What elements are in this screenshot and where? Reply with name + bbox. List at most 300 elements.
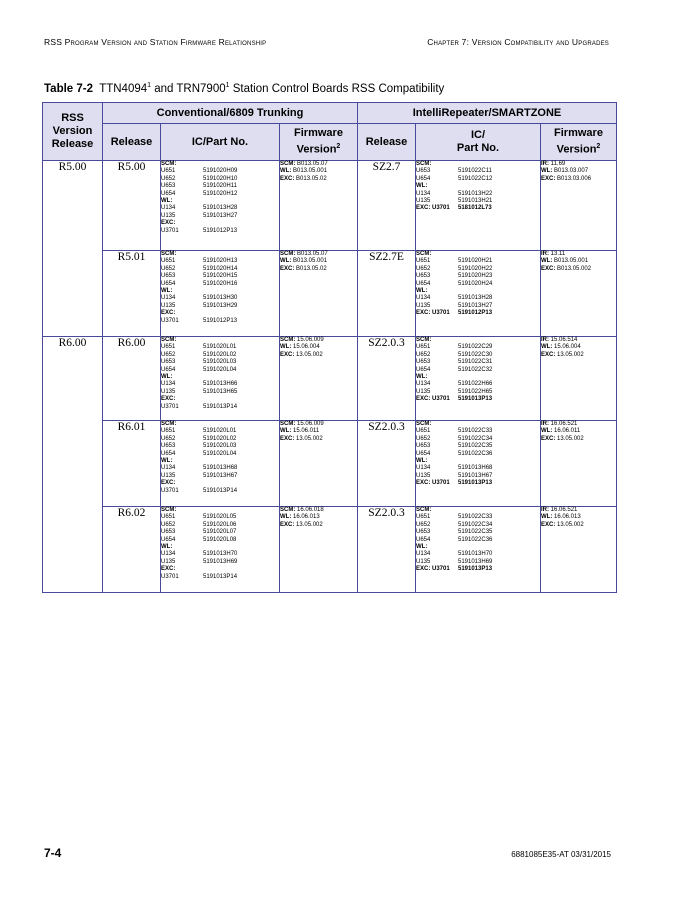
document-id-date: 6881085E35-AT 03/31/2015 <box>511 850 611 859</box>
part-number: 5191020L01 <box>203 428 237 435</box>
firmware-version: 16.06.018 <box>297 507 324 513</box>
sz-parts-cell <box>416 421 541 507</box>
part-designator: U654 <box>161 190 176 197</box>
part-line <box>416 303 540 310</box>
firmware-label: SCM: <box>280 421 296 427</box>
part-line <box>161 544 279 551</box>
part-number: 5191020H24 <box>458 280 493 287</box>
part-number: 5191020L04 <box>203 366 237 373</box>
part-line <box>161 488 279 495</box>
firmware-line <box>280 258 357 265</box>
part-designator: U653 <box>161 359 176 366</box>
part-line <box>161 352 279 359</box>
sz-release-cell: SZ2.7 <box>358 161 416 251</box>
part-number: 5191013H68 <box>458 465 493 472</box>
part-number: 5191013H28 <box>458 295 493 302</box>
header-partno-line: Part No. <box>456 142 500 154</box>
part-designator: SCM: <box>161 507 177 513</box>
part-number: 5191013P13 <box>458 396 493 403</box>
part-designator: U654 <box>416 536 431 543</box>
part-number: 5191022C36 <box>458 450 493 457</box>
part-line <box>416 473 540 480</box>
part-designator: U653 <box>416 168 431 175</box>
part-designator: U651 <box>416 344 431 351</box>
firmware-version: 16.06.521 <box>550 507 578 513</box>
part-number: 5191020L08 <box>203 536 237 543</box>
conv-release-cell: R6.00 <box>103 337 161 421</box>
firmware-label: WL: <box>541 514 553 521</box>
part-number: 5191022C12 <box>458 175 493 182</box>
firmware-label: WL: <box>280 168 292 175</box>
part-designator: U652 <box>161 351 176 358</box>
firmware-version: 16.06.013 <box>293 514 320 521</box>
part-number: 5191013H27 <box>458 302 493 309</box>
firmware-label: EXC: <box>541 351 556 358</box>
part-number: 5191020H09 <box>203 168 238 175</box>
header-version-sup: 2 <box>336 143 341 151</box>
header-sz-release: Release <box>358 124 416 161</box>
part-number: 5191020L04 <box>203 450 237 457</box>
part-number: 5181012L73 <box>458 205 492 212</box>
part-line <box>416 191 540 198</box>
part-designator: U135 <box>161 302 176 309</box>
part-number: 5191013H21 <box>458 198 493 205</box>
part-line <box>416 522 540 529</box>
part-number: 5191020L06 <box>203 521 237 528</box>
part-number: 5191013H28 <box>203 205 238 212</box>
part-designator: U652 <box>416 351 431 358</box>
part-number: 5191013H69 <box>458 558 493 565</box>
part-line <box>161 213 279 220</box>
part-line <box>161 205 279 212</box>
part-designator: EXC: U3701 <box>416 310 450 317</box>
firmware-label: WL: <box>541 168 553 175</box>
table-row <box>43 507 617 593</box>
part-line <box>161 458 279 465</box>
header-intellirepeater: IntelliRepeater/SMARTZONE <box>358 103 617 124</box>
part-line <box>416 359 540 366</box>
sz-parts-cell <box>416 161 541 251</box>
firmware-version: B013.05.02 <box>296 175 327 182</box>
table-row <box>43 161 617 251</box>
part-line <box>416 544 540 551</box>
part-number: 5191013H22 <box>458 190 493 197</box>
part-designator: U654 <box>161 280 176 287</box>
part-line <box>416 507 540 514</box>
firmware-line <box>280 168 357 175</box>
part-designator: U653 <box>161 273 176 280</box>
sz-firmware-cell <box>541 161 617 251</box>
part-line <box>416 352 540 359</box>
part-number: 5191013H65 <box>203 388 238 395</box>
part-designator: U134 <box>161 381 176 388</box>
part-line <box>416 251 540 258</box>
part-line <box>161 473 279 480</box>
part-line <box>161 220 279 227</box>
part-number: 5191020L02 <box>203 351 237 358</box>
part-designator: U651 <box>161 428 176 435</box>
firmware-line <box>541 522 616 529</box>
part-line <box>161 514 279 521</box>
part-number: 5191020H14 <box>203 265 238 272</box>
running-header-right: Chapter 7: Version Compatibility and Upgrades <box>427 37 609 47</box>
firmware-line <box>541 352 616 359</box>
part-number: 5191022H65 <box>458 388 493 395</box>
compatibility-table <box>42 102 617 593</box>
part-line <box>416 451 540 458</box>
part-line <box>161 443 279 450</box>
part-line <box>161 507 279 514</box>
part-line <box>161 559 279 566</box>
header-conventional: Conventional/6809 Trunking <box>103 103 358 124</box>
part-designator: U134 <box>416 551 431 558</box>
part-line <box>161 389 279 396</box>
part-line <box>416 396 540 403</box>
header-firmware-line: Firmware <box>294 127 343 140</box>
part-line <box>161 273 279 280</box>
part-line <box>416 381 540 388</box>
part-line <box>161 176 279 183</box>
firmware-label: WL: <box>541 258 553 265</box>
conv-firmware-cell <box>280 507 358 593</box>
conv-firmware-cell <box>280 161 358 251</box>
part-number: 5191022C31 <box>458 359 493 366</box>
part-designator: U134 <box>161 205 176 212</box>
conv-release-cell: R5.00 <box>103 161 161 251</box>
firmware-version: B013.05.07 <box>297 251 328 257</box>
part-number: 5191013H67 <box>203 472 238 479</box>
part-line <box>161 288 279 295</box>
part-line <box>161 258 279 265</box>
part-line <box>161 251 279 258</box>
header-version-text: Version <box>296 143 337 156</box>
part-line <box>161 436 279 443</box>
part-line <box>161 574 279 581</box>
part-line <box>416 559 540 566</box>
part-designator: U652 <box>161 521 176 528</box>
part-line <box>161 428 279 435</box>
firmware-label: EXC: <box>541 435 556 442</box>
sz-release-cell: SZ2.7E <box>358 251 416 337</box>
firmware-version: B013.05.001 <box>293 168 328 175</box>
firmware-version: 15.06.011 <box>293 428 320 435</box>
sz-release-cell: SZ2.0.3 <box>358 337 416 421</box>
part-line <box>161 344 279 351</box>
part-number: 5191022C36 <box>458 536 493 543</box>
part-number: 5191020H21 <box>458 258 493 265</box>
part-designator: U135 <box>416 558 431 565</box>
firmware-line <box>280 514 357 521</box>
part-line <box>416 168 540 175</box>
part-line <box>161 451 279 458</box>
header-version-line <box>541 140 616 157</box>
firmware-version: 15.06.004 <box>554 344 581 351</box>
part-designator: U134 <box>161 551 176 558</box>
part-number: 5191013H29 <box>203 302 238 309</box>
part-number: 5191022C35 <box>458 443 493 450</box>
part-designator: U653 <box>161 183 176 190</box>
firmware-line <box>541 507 616 514</box>
header-version-sup: 2 <box>596 143 601 151</box>
firmware-version: B013.05.07 <box>297 161 328 167</box>
firmware-line <box>541 436 616 443</box>
part-number: 5191012P13 <box>458 310 493 317</box>
part-line <box>416 421 540 428</box>
firmware-version: B013.05.02 <box>296 265 327 272</box>
part-designator: U135 <box>161 388 176 395</box>
part-designator: WL: <box>161 458 173 465</box>
firmware-line <box>280 507 357 514</box>
table-caption <box>44 82 444 95</box>
part-designator: U135 <box>416 472 431 479</box>
firmware-line <box>541 344 616 351</box>
part-number: 5191013H68 <box>203 465 238 472</box>
sz-release-cell: SZ2.0.3 <box>358 421 416 507</box>
part-designator: U651 <box>416 428 431 435</box>
firmware-version: 11.69 <box>550 161 566 167</box>
part-line <box>161 198 279 205</box>
header-version-line <box>280 140 357 157</box>
firmware-label: EXC: <box>280 175 295 182</box>
part-designator: U3701 <box>161 227 179 234</box>
part-number: 5191020H12 <box>203 190 238 197</box>
firmware-label: WL: <box>280 428 292 435</box>
part-line <box>416 288 540 295</box>
part-line <box>416 389 540 396</box>
part-line <box>161 396 279 403</box>
part-line <box>161 367 279 374</box>
firmware-line <box>541 161 616 168</box>
part-line <box>161 266 279 273</box>
part-line <box>416 465 540 472</box>
part-designator: WL: <box>416 458 428 465</box>
part-line <box>416 310 540 317</box>
firmware-label: EXC: <box>280 351 295 358</box>
conv-parts-cell <box>161 251 280 337</box>
firmware-version: 15.06.009 <box>297 421 324 427</box>
part-designator: U3701 <box>161 573 179 580</box>
part-number: 5191022C33 <box>458 428 493 435</box>
firmware-line <box>541 421 616 428</box>
conv-parts-cell <box>161 161 280 251</box>
part-number: 5191020H15 <box>203 273 238 280</box>
firmware-line <box>280 176 357 183</box>
part-line <box>416 374 540 381</box>
firmware-line <box>280 337 357 344</box>
firmware-label: WL: <box>280 514 292 521</box>
part-designator: U134 <box>416 381 431 388</box>
firmware-version: 13.05.002 <box>296 435 323 442</box>
part-line <box>161 359 279 366</box>
part-line <box>161 537 279 544</box>
part-line <box>161 281 279 288</box>
caption-part3: Station Control Boards RSS Compatibility <box>229 82 445 95</box>
part-designator: WL: <box>161 288 173 295</box>
firmware-line <box>280 251 357 258</box>
conv-firmware-cell <box>280 337 358 421</box>
part-line <box>416 258 540 265</box>
part-line <box>416 480 540 487</box>
firmware-line <box>541 258 616 265</box>
firmware-line <box>280 436 357 443</box>
part-number: 5191013H69 <box>203 558 238 565</box>
part-line <box>161 310 279 317</box>
caption-part2: and TRN7900 <box>151 82 226 95</box>
part-designator: SCM: <box>416 337 432 343</box>
part-designator: U652 <box>416 521 431 528</box>
firmware-line <box>541 168 616 175</box>
part-designator: U652 <box>416 265 431 272</box>
firmware-version: B013.05.001 <box>293 258 328 265</box>
part-designator: U134 <box>161 465 176 472</box>
part-designator: U651 <box>161 344 176 351</box>
part-number: 5191012P13 <box>203 317 238 324</box>
part-line <box>161 374 279 381</box>
firmware-line <box>280 421 357 428</box>
conv-release-cell: R6.02 <box>103 507 161 593</box>
part-number: 5191013H67 <box>458 472 493 479</box>
part-designator: U654 <box>416 450 431 457</box>
part-line <box>416 529 540 536</box>
header-rss-line-1: RSS <box>61 112 84 124</box>
part-number: 5191013H27 <box>203 212 238 219</box>
part-line <box>161 381 279 388</box>
firmware-label: IR: <box>541 421 549 427</box>
part-designator: U134 <box>416 190 431 197</box>
firmware-label: EXC: <box>280 435 295 442</box>
part-number: 5191022C11 <box>458 168 492 175</box>
firmware-label: WL: <box>541 344 553 351</box>
header-sz-icpart <box>416 124 541 161</box>
part-designator: U651 <box>416 258 431 265</box>
part-designator: U652 <box>416 435 431 442</box>
part-number: 5191013P14 <box>203 403 238 410</box>
part-number: 5191013P14 <box>203 487 238 494</box>
firmware-label: SCM: <box>280 251 296 257</box>
part-line <box>416 337 540 344</box>
part-number: 5191020L05 <box>203 514 237 521</box>
rss-release-cell: R6.00 <box>43 337 103 593</box>
header-conv-firmware <box>280 124 358 161</box>
conv-parts-cell <box>161 337 280 421</box>
part-designator: U654 <box>416 175 431 182</box>
part-designator: U135 <box>161 558 176 565</box>
firmware-version: 13.11 <box>550 251 566 257</box>
firmware-version: 13.05.002 <box>557 435 584 442</box>
part-designator: U135 <box>161 472 176 479</box>
firmware-line <box>280 344 357 351</box>
part-number: 5191013P13 <box>458 566 493 573</box>
part-line <box>161 303 279 310</box>
sz-release-cell: SZ2.0.3 <box>358 507 416 593</box>
part-line <box>161 551 279 558</box>
firmware-line <box>280 522 357 529</box>
caption-sup2: 1 <box>225 82 230 89</box>
firmware-version: 15.06.009 <box>297 337 324 343</box>
part-designator: EXC: <box>161 480 176 487</box>
part-designator: U652 <box>161 175 176 182</box>
part-line <box>416 161 540 168</box>
part-number: 5191020L01 <box>203 344 237 351</box>
part-designator: U651 <box>416 514 431 521</box>
firmware-version: B013.03.007 <box>554 168 589 175</box>
table-body <box>43 161 617 593</box>
sz-parts-cell <box>416 251 541 337</box>
part-designator: U653 <box>416 273 431 280</box>
firmware-version: 13.05.002 <box>557 521 584 528</box>
part-designator: WL: <box>416 183 428 190</box>
part-line <box>161 529 279 536</box>
sz-parts-cell <box>416 337 541 421</box>
part-designator: SCM: <box>416 161 432 167</box>
firmware-label: IR: <box>541 251 549 257</box>
running-header-left: RSS Program Version and Station Firmware Relationship <box>44 37 267 47</box>
part-line <box>161 480 279 487</box>
part-designator: U653 <box>416 443 431 450</box>
part-line <box>416 183 540 190</box>
part-designator: EXC: <box>161 396 176 403</box>
firmware-version: 16.06.013 <box>554 514 581 521</box>
part-designator: U654 <box>161 366 176 373</box>
part-line <box>416 295 540 302</box>
part-number: 5191013H70 <box>458 551 493 558</box>
caption-sup1: 1 <box>147 82 152 89</box>
part-line <box>416 428 540 435</box>
firmware-label: EXC: <box>541 175 556 182</box>
conv-firmware-cell <box>280 421 358 507</box>
part-designator: EXC: U3701 <box>416 396 450 403</box>
header-rss-line-3: Release <box>51 138 94 150</box>
firmware-label: SCM: <box>280 507 296 513</box>
part-designator: EXC: U3701 <box>416 480 450 487</box>
part-number: 5191022C34 <box>458 521 493 528</box>
part-designator: EXC: <box>161 310 176 317</box>
part-line <box>416 566 540 573</box>
table-row <box>43 421 617 507</box>
part-designator: WL: <box>161 544 173 551</box>
part-line <box>161 228 279 235</box>
firmware-label: EXC: <box>541 265 556 272</box>
firmware-line <box>541 176 616 183</box>
part-number: 5191013H30 <box>203 295 238 302</box>
part-designator: U135 <box>416 388 431 395</box>
part-designator: WL: <box>161 198 173 205</box>
sz-parts-cell <box>416 507 541 593</box>
conv-release-cell: R6.01 <box>103 421 161 507</box>
header-rss-version-release <box>43 103 103 161</box>
header-version-text: Version <box>556 143 597 156</box>
part-designator: EXC: U3701 <box>416 205 450 212</box>
part-designator: SCM: <box>161 337 177 343</box>
part-line <box>161 522 279 529</box>
header-ic-line: IC/ <box>470 129 486 141</box>
part-number: 5191013P13 <box>458 480 493 487</box>
header-sz-firmware <box>541 124 617 161</box>
firmware-line <box>280 266 357 273</box>
part-designator: WL: <box>161 374 173 381</box>
sz-firmware-cell <box>541 251 617 337</box>
part-number: 5191013H66 <box>203 381 238 388</box>
firmware-line <box>280 428 357 435</box>
rss-release-cell: R5.00 <box>43 161 103 337</box>
firmware-version: 13.05.002 <box>296 351 323 358</box>
table-row <box>43 251 617 337</box>
part-number: 5191020H23 <box>458 273 493 280</box>
firmware-line <box>541 428 616 435</box>
part-line <box>161 566 279 573</box>
conv-release-cell: R5.01 <box>103 251 161 337</box>
page-number: 7-4 <box>44 846 62 860</box>
